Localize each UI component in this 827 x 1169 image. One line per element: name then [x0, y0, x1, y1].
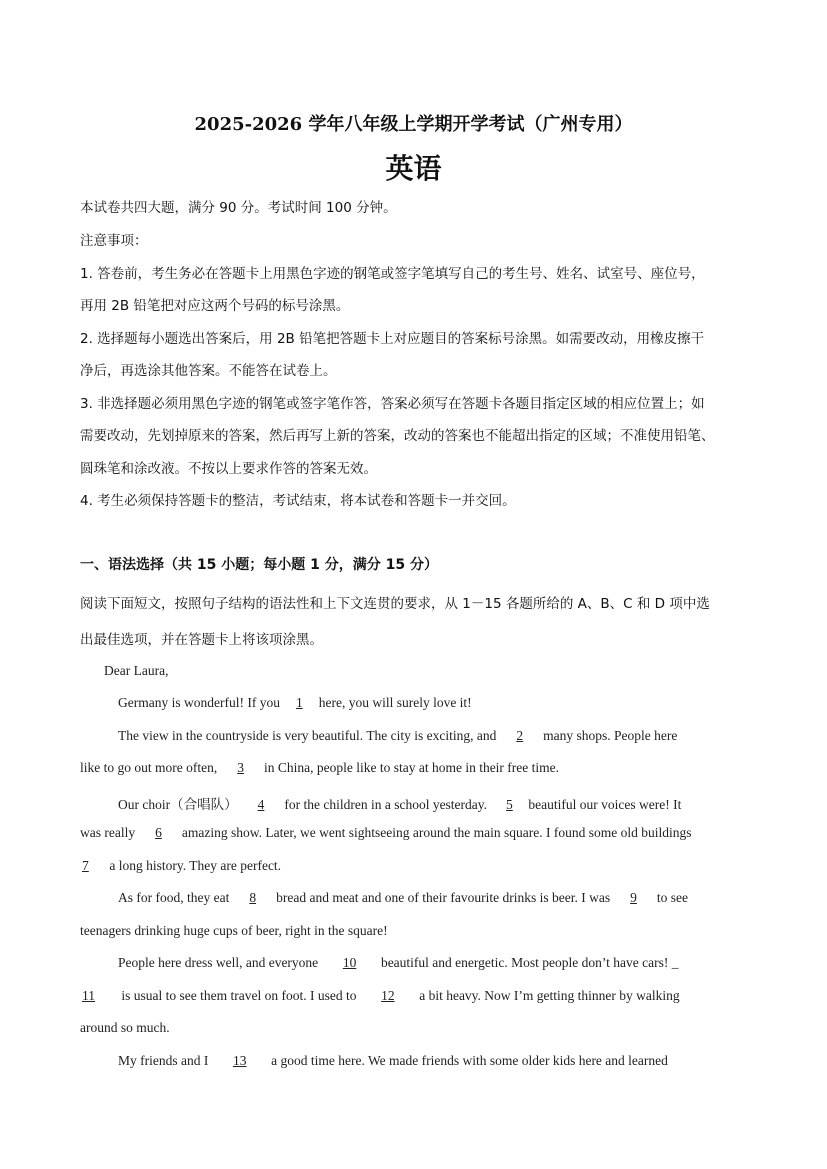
letter-greeting: Dear Laura,	[104, 663, 169, 678]
letter-line	[118, 695, 472, 711]
text: a good time here. We made friends with some older kids here and learned	[271, 1053, 668, 1068]
letter-line	[80, 825, 691, 841]
note-3-line-3: 圆珠笔和涂改液。不按以上要求作答的答案无效。	[80, 461, 377, 477]
note-2-line-1: 2. 选择题每小题选出答案后，用 2B 铅笔把答题卡上对应题目的答案标号涂黑。如需要改动，用橡皮擦干	[80, 331, 705, 347]
exam-summary: 本试卷共四大题，满分 90 分。考试时间 100 分钟。	[80, 200, 397, 216]
blank-6: 6	[155, 825, 162, 840]
text: like to go out more often,	[80, 760, 218, 775]
letter-line	[118, 1053, 668, 1069]
blank-11: 11	[82, 988, 95, 1003]
blank-3: 3	[237, 760, 244, 775]
exam-title: 2025-2026 学年八年级上学期开学考试（广州专用）	[194, 114, 633, 135]
section-1-instructions-line-2: 出最佳选项，并在答题卡上将该项涂黑。	[80, 632, 323, 648]
text: bread and meat and one of their favourite drinks is beer. I was	[276, 890, 611, 905]
section-1-instructions-line-1: 阅读下面短文，按照句子结构的语法性和上下文连贯的要求，从 1－15 各题所给的 A、B、C 和 D 项中选	[80, 596, 710, 612]
note-3-line-2: 需要改动，先划掉原来的答案，然后再写上新的答案，改动的答案也不能超出指定的区域；不准使用铅笔、	[80, 428, 715, 444]
text: amazing show. Later, we went sightseeing around the main square. I found some old buildings	[181, 825, 692, 840]
text: _	[671, 955, 679, 970]
text: was really	[80, 825, 136, 840]
letter-line: around so much.	[80, 1020, 170, 1035]
letter-line	[80, 988, 680, 1004]
letter-line	[118, 890, 688, 906]
blank-4: 4	[257, 797, 265, 812]
note-1-line-2: 再用 2B 铅笔把对应这两个号码的标号涂黑。	[80, 298, 350, 314]
text: beautiful our voices were! It	[528, 797, 682, 812]
note-4: 4. 考生必须保持答题卡的整洁，考试结束，将本试卷和答题卡一并交回。	[80, 493, 516, 509]
letter-line	[80, 760, 559, 776]
letter-line	[118, 793, 681, 813]
text: As for food, they eat	[118, 890, 230, 905]
blank-10: 10	[342, 955, 357, 970]
blank-5: 5	[506, 797, 513, 812]
blank-13: 13	[232, 1053, 247, 1068]
section-1-heading: 一、语法选择（共 15 小题；每小题 1 分，满分 15 分）	[80, 557, 438, 573]
text: a long history. They are perfect.	[109, 858, 282, 873]
text: Our choir（合唱队）	[118, 797, 238, 812]
text: many shops. People here	[543, 728, 678, 743]
text: Germany is wonderful! If you	[118, 695, 280, 710]
letter-line	[118, 728, 677, 744]
letter-line	[118, 955, 678, 971]
blank-2: 2	[516, 728, 524, 743]
letter-line	[80, 858, 281, 874]
note-2-line-2: 净后，再选涂其他答案。不能答在试卷上。	[80, 363, 337, 379]
text: in China, people like to stay at home in their free time.	[263, 760, 560, 775]
text: beautiful and energetic. Most people don’t have cars!	[380, 955, 669, 970]
subject-title: 英语	[385, 152, 442, 185]
text: My friends and I	[118, 1053, 209, 1068]
blank-9: 9	[630, 890, 637, 905]
blank-7: 7	[82, 858, 89, 873]
text: to see	[656, 890, 688, 905]
notes-heading: 注意事项：	[80, 233, 148, 249]
text: here, you will surely love it!	[318, 695, 472, 710]
text: is usual to see them travel on foot. I used to	[121, 988, 357, 1003]
note-3-line-1: 3. 非选择题必须用黑色字迹的钢笔或签字笔作答，答案必须写在答题卡各题目指定区域的相应位置上；如	[80, 396, 705, 412]
text: People here dress well, and everyone	[118, 955, 319, 970]
text: a bit heavy. Now I’m getting thinner by walking	[419, 988, 680, 1003]
blank-1: 1	[295, 695, 303, 710]
note-1-line-1: 1. 答卷前，考生务必在答题卡上用黑色字迹的钢笔或签字笔填写自己的考生号、姓名、试室号、座位号，	[80, 266, 705, 282]
blank-8: 8	[249, 890, 257, 905]
blank-12: 12	[381, 988, 395, 1003]
text: for the children in a school yesterday.	[284, 797, 488, 812]
text: The view in the countryside is very beautiful. The city is exciting, and	[118, 728, 497, 743]
letter-line: teenagers drinking huge cups of beer, right in the square!	[80, 923, 388, 938]
